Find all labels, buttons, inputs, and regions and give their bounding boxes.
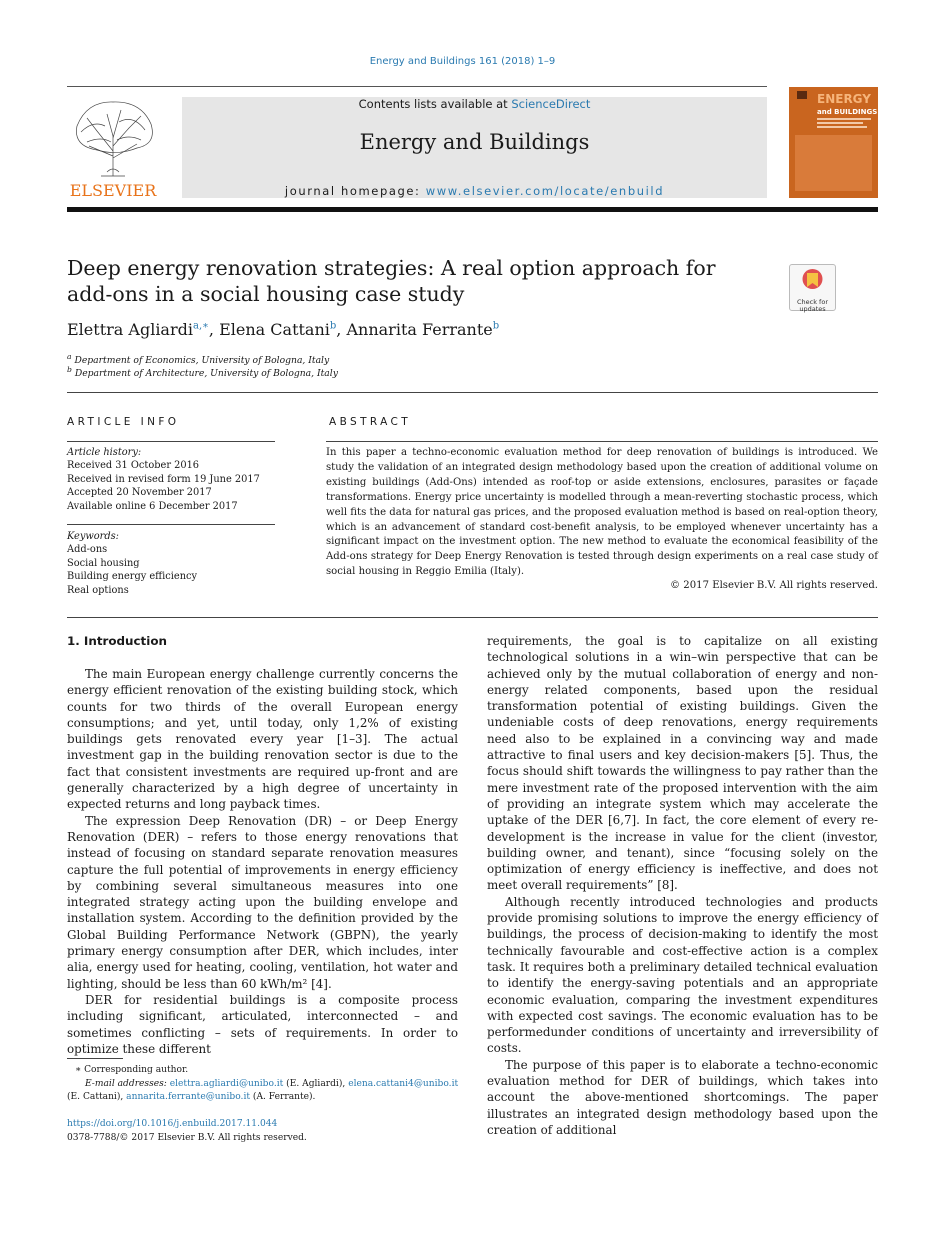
body-column-left	[67, 666, 458, 1057]
doi-block	[67, 1118, 307, 1145]
issn-copyright: 0378-7788/© 2017 Elsevier B.V. All rights reserved.	[67, 1132, 307, 1143]
keywords-rule	[67, 524, 275, 525]
header-thick-rule	[67, 207, 878, 212]
cover-title-2: and BUILDINGS	[817, 108, 878, 116]
cover-art	[789, 87, 878, 198]
journal-name: Energy and Buildings	[359, 130, 590, 154]
article-history	[67, 446, 275, 513]
homepage-link[interactable]: www.elsevier.com/locate/enbuild	[425, 184, 665, 198]
elsevier-tree-icon	[67, 96, 159, 200]
bookmark-icon	[790, 265, 835, 295]
abstract-heading: ABSTRACT	[329, 416, 412, 428]
history-item: Available online 6 December 2017	[67, 500, 238, 512]
affiliation	[67, 365, 338, 379]
abstract-copyright: © 2017 Elsevier B.V. All rights reserved.	[670, 580, 878, 591]
history-item: Received in revised form 19 June 2017	[67, 473, 260, 485]
email-link[interactable]: elena.cattani4@unibo.it	[348, 1078, 459, 1089]
affiliation-mark: a	[67, 352, 72, 361]
email-owner: (E. Cattani),	[67, 1092, 127, 1102]
contents-prefix: Contents lists available at	[358, 97, 512, 111]
title-line-2: add-ons in a social housing case study	[67, 282, 465, 306]
author-affiliation-mark[interactable]: b	[492, 320, 500, 332]
affiliation	[67, 352, 329, 366]
author-separator: ,	[336, 320, 347, 339]
body-paragraph: The purpose of this paper is to elaborate a techno-economic evaluation method for DER of buildings, which takes into account the above-mentioned shortcomings. The paper illustrates an integrated design methodology based upon the creation of additional	[487, 1057, 878, 1137]
sciencedirect-link[interactable]: ScienceDirect	[511, 97, 591, 111]
keywords	[67, 530, 275, 597]
article-info-heading: ARTICLE INFO	[67, 416, 180, 428]
history-item: Accepted 20 November 2017	[67, 487, 212, 499]
article-info-rule	[67, 441, 275, 442]
cover-title-1: ENERGY	[817, 92, 871, 106]
check-label: Check for updates	[797, 298, 828, 313]
body-paragraph: Although recently introduced technologies and products provide promising solutions to improve the energy efficiency of buildings, the process of decision-making to identify the most technically favourable and cost-effective action is a complex task. It requires both a preliminary detailed technical evaluation to identify the energy-saving potentials and an appropriate economic evaluation, comparing the investment expenditures with expected cost savings. The economic evaluation has to be performedunder conditions of uncertainty and irreversibility of costs.	[487, 894, 878, 1056]
elsevier-wordmark: ELSEVIER	[69, 181, 157, 200]
affiliation-text: Department of Economics, University of Bologna, Italy	[74, 355, 330, 367]
section-rule	[67, 392, 878, 393]
homepage-prefix: journal homepage:	[284, 184, 426, 198]
keyword: Social housing	[67, 557, 140, 569]
contents-line	[182, 97, 767, 111]
keywords-label: Keywords:	[67, 531, 119, 542]
email-line	[67, 1091, 467, 1105]
doi-link[interactable]: https://doi.org/10.1016/j.enbuild.2017.11.044	[67, 1119, 278, 1129]
keyword: Real options	[67, 584, 129, 596]
footnote-rule	[67, 1058, 123, 1059]
author-separator: ,	[208, 320, 220, 339]
history-label: Article history:	[67, 447, 142, 458]
author-name[interactable]: Elettra Agliardi	[67, 320, 193, 339]
body-paragraph: DER for residential buildings is a composite process including significant, articulated, interconnected – and sometimes conflicting – sets of requirements. In order to optimize these different	[67, 992, 458, 1056]
author-list	[67, 320, 499, 339]
abstract-rule	[326, 441, 878, 442]
body-paragraph: The expression Deep Renovation (DR) – or Deep Energy Renovation (DER) – refers to those energy renovations that instead of focusing on standard separate renovation measures capture the full potential of improvements in energy efficiency by combining several simultaneous measures into one integrated strategy acting upon the building envelope and installation system. According to the definition provided by the Global Building Performance Network (GBPN), the yearly primary energy consumption after DER, which includes, inter alia, energy used for heating, cooling, ventilation, hot water and lighting, should be less than 60 kWh/m² [4].	[67, 813, 458, 991]
author-name[interactable]: Annarita Ferrante	[346, 320, 493, 339]
corresponding-author-note: ∗ Corresponding author.	[75, 1065, 189, 1075]
email-link[interactable]: elettra.agliardi@unibo.it	[169, 1078, 284, 1089]
title-line-1: Deep energy renovation strategies: A real option approach for	[67, 256, 716, 280]
journal-homepage	[182, 184, 767, 198]
elsevier-logo	[67, 96, 159, 200]
header-rule	[67, 86, 767, 87]
keyword: Add-ons	[67, 544, 108, 556]
history-item: Received 31 October 2016	[67, 460, 200, 472]
journal-reference[interactable]: Energy and Buildings 161 (2018) 1–9	[369, 56, 556, 67]
body-rule	[67, 617, 878, 618]
author-name[interactable]: Elena Cattani	[219, 320, 330, 339]
email-link[interactable]: annarita.ferrante@unibo.it	[126, 1092, 251, 1102]
keyword: Building energy efficiency	[67, 571, 198, 583]
author-affiliation-mark[interactable]: a,∗	[192, 320, 209, 332]
abstract-text: In this paper a techno-economic evaluation method for deep renovation of buildings is introduced. We study the validation of an integrated design methodology based upon the creation of additional volume on existing buildings (Add-Ons) intended as roof-top or aside extensions, enclosures, parasites or façade transformations. Energy price uncertainty is modelled through a mean-reverting stochastic process, which well fits the data for natural gas prices, and the proposed evaluation method is based on real-option theory, which is an advancement of standard cost-benefit analysis, to be employed whenever uncertainty has a significant impact on the investment option. The new method to evaluate the economical feasibility of the Add-ons strategy for Deep Energy Renovation is tested through design experiments on a real case study of social housing in Reggio Emilia (Italy).	[326, 447, 878, 578]
author-affiliation-mark[interactable]: b	[329, 320, 337, 332]
check-for-updates-badge[interactable]	[789, 264, 836, 311]
email-label: E-mail addresses:	[85, 1078, 170, 1089]
email-owner: (A. Ferrante).	[250, 1092, 316, 1102]
journal-cover-thumbnail[interactable]	[789, 87, 878, 198]
email-line	[67, 1078, 467, 1092]
introduction-heading: 1. Introduction	[67, 634, 167, 648]
body-paragraph: The main European energy challenge currently concerns the energy efficient renovation of the existing building stock, which counts for two thirds of the overall European energy consumptions; and yet, until today, only 1,2% of existing buildings gets renovated every year [1–3]. The actual investment gap in the building renovation sector is due to the fact that consistent investments are required up-front and are generally characterized by a high degree of uncertainty in expected returns and long payback times.	[67, 667, 458, 812]
affiliation-text: Department of Architecture, University of Bologna, Italy	[74, 368, 338, 380]
article-title	[67, 255, 747, 307]
body-paragraph: requirements, the goal is to capitalize on all existing technological solutions in a win–win perspective that can be achieved only by the mutual collaboration of energy and non-energy related components, based upon the residual transformation potential of existing buildings. Given the undeniable costs of deep renovations, energy requirements need also to be explained in a convincing way and made attractive to final users and key decision-makers [5]. Thus, the focus should shift towards the willingness to pay rather than the mere investment rate of the proposed intervention with the aim of providing an integrate system which may accelerate the uptake of the DER [6,7]. In fact, the core element of every re-development is the increase in value for the client (investor, building owner, and tenant), since “focusing solely on the optimization of energy efficiency is ineffective, and does not meet overall requirements” [8].	[487, 634, 878, 893]
body-column-right	[487, 633, 878, 1138]
footnote	[67, 1064, 467, 1105]
affiliation-mark: b	[67, 365, 72, 374]
email-owner: (E. Agliardi),	[283, 1078, 349, 1089]
